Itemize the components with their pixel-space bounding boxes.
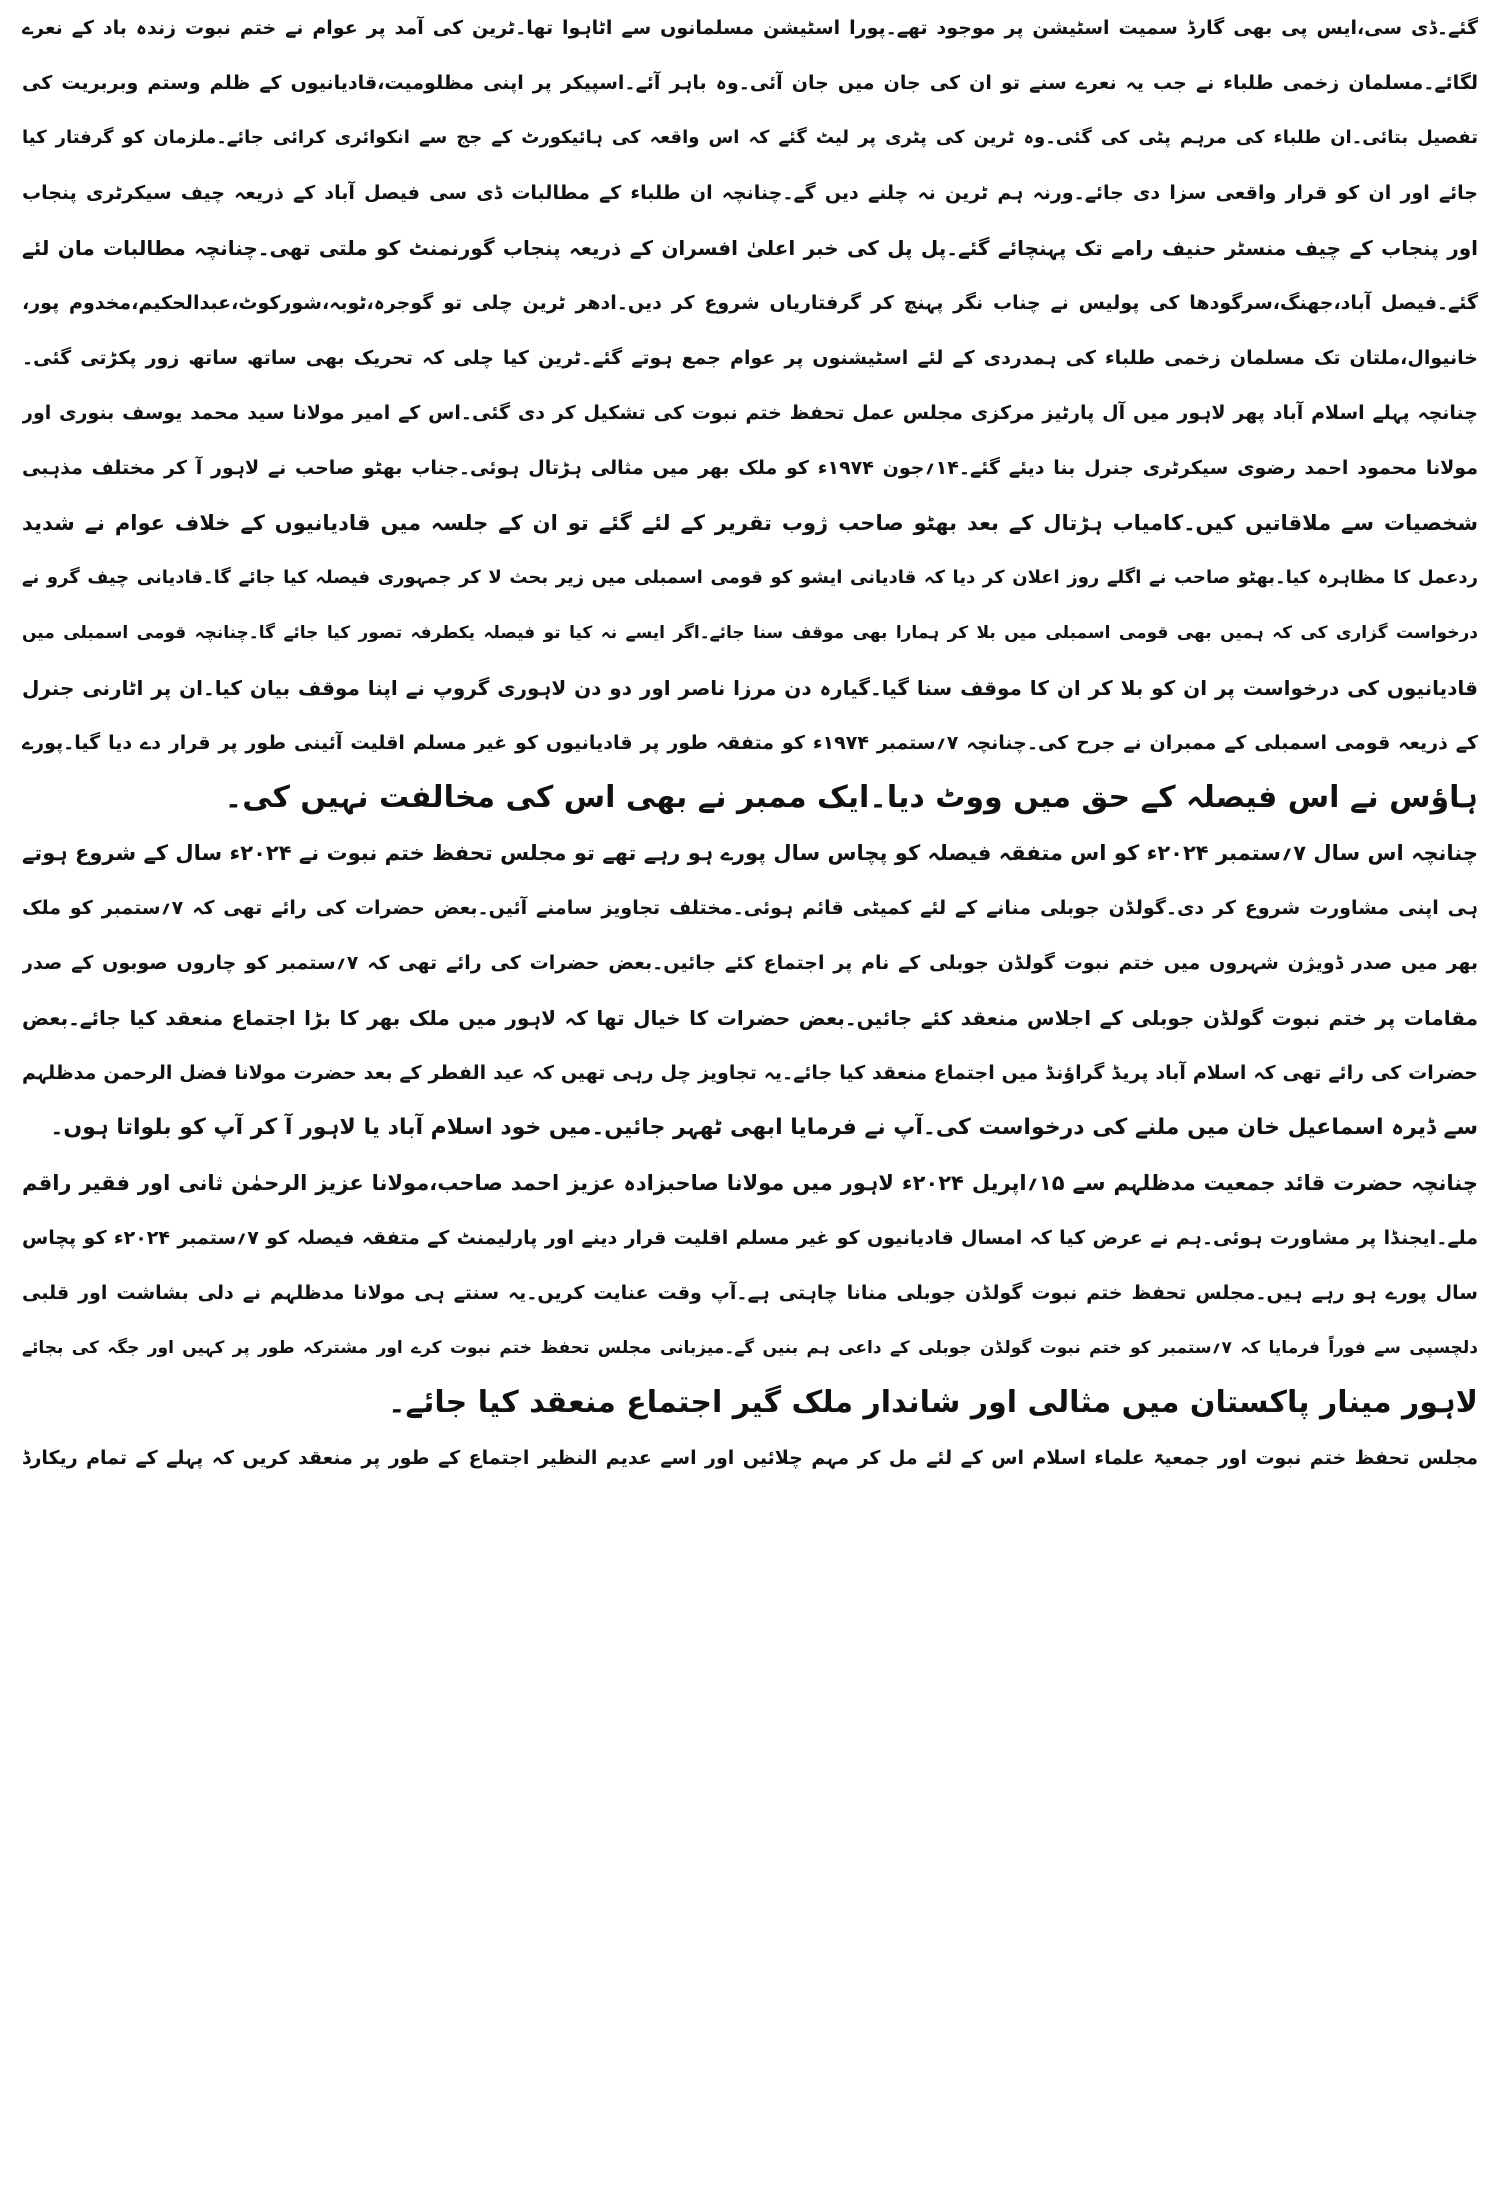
article-line: ردعمل کا مظاہرہ کیا۔بھٹو صاحب نے اگلے روز اعلان کر دیا کہ قادیانی ایشو کو قومی اسمبلی میں زیر بحث لا کر جمہوری فیصلہ کیا جائے گا۔قادیانی چیف گرو نے	[22, 567, 1478, 588]
article-line: درخواست گزاری کی کہ ہمیں بھی قومی اسمبلی میں بلا کر ہمارا بھی موقف سنا جائے۔اگر ایسے نہ کیا تو فیصلہ یکطرفہ تصور کیا جائے گا۔چنانچہ قومی اسمبلی میں	[22, 623, 1478, 643]
article-line: خانیوال،ملتان تک مسلمان زخمی طلباء کی ہمدردی کے لئے اسٹیشنوں پر عوام جمع ہوتے گئے۔ٹرین کیا چلی کہ تحریک بھی ساتھ ساتھ زور پکڑتی گئی۔	[22, 347, 1478, 369]
article-line: ہی اپنی مشاورت شروع کر دی۔گولڈن جوبلی منانے کے لئے کمیٹی قائم ہوئی۔مختلف تجاویز سامنے آئیں۔بعض حضرات کی رائے تھی کہ ۷؍ستمبر کو ملک	[22, 897, 1478, 919]
article-line: سے ڈیرہ اسماعیل خان میں ملنے کی درخواست کی۔آپ نے فرمایا ابھی ٹھہر جائیں۔میں خود اسلام آباد یا لاہور آ کر آپ کو بلواتا ہوں۔	[50, 1115, 1478, 1140]
article-line: شخصیات سے ملاقاتیں کیں۔کامیاب ہڑتال کے بعد بھٹو صاحب ژوب تقریر کے لئے گئے تو ان کے جلسہ میں قادیانیوں کے خلاف عوام نے شدید	[22, 511, 1478, 535]
article-line: مقامات پر ختم نبوت گولڈن جوبلی کے اجلاس منعقد کئے جائیں۔بعض حضرات کا خیال تھا کہ لاہور میں ملک بھر کا بڑا اجتماع منعقد کیا جائے۔بعض	[22, 1006, 1478, 1030]
article-line: ملے۔ایجنڈا پر مشاورت ہوئی۔ہم نے عرض کیا کہ امسال قادیانیوں کو غیر مسلم اقلیت قرار دینے اور پارلیمنٹ کے متفقہ فیصلہ کو ۷؍ستمبر ۲۰۲۴ء کو پچاس	[22, 1227, 1478, 1249]
article-line: کے ذریعہ قومی اسمبلی کے ممبران نے جرح کی۔چنانچہ ۷؍ستمبر ۱۹۷۴ء کو متفقہ طور پر قادیانیوں کو غیر مسلم اقلیت آئینی طور پر قرار دے دیا گیا۔پورے	[22, 732, 1478, 754]
article-line: دلچسپی سے فوراً فرمایا کہ ۷؍ستمبر کو ختم نبوت گولڈن جوبلی کے داعی ہم بنیں گے۔میزبانی مجلس تحفظ ختم نبوت کرے اور مشترکہ طور پر کہیں اور جگہ کی بجائے	[22, 1338, 1478, 1358]
article-line: گئے۔ڈی سی،ایس پی بھی گارڈ سمیت اسٹیشن پر موجود تھے۔پورا اسٹیشن مسلمانوں سے اٹاہوا تھا۔ٹرین کی آمد پر عوام نے ختم نبوت زندہ باد کے نعرے	[22, 17, 1478, 39]
article-line: سال پورے ہو رہے ہیں۔مجلس تحفظ ختم نبوت گولڈن جوبلی منانا چاہتی ہے۔آپ وقت عنایت کریں۔یہ سنتے ہی مولانا مدظلہم نے دلی بشاشت اور قلبی	[22, 1282, 1478, 1304]
article-line: بھر میں صدر ڈویژن شہروں میں ختم نبوت گولڈن جوبلی کے نام پر اجتماع کئے جائیں۔بعض حضرات کی رائے تھی کہ ۷؍ستمبر کو چاروں صوبوں کے صدر	[22, 952, 1478, 974]
article-line: مجلس تحفظ ختم نبوت اور جمعیۃ علماء اسلام اس کے لئے مل کر مہم چلائیں اور اسے عدیم النظیر اجتماع کے طور پر منعقد کریں کہ پہلے کے تمام ریکارڈ	[22, 1447, 1478, 1469]
article-line: تفصیل بتائی۔ان طلباء کی مرہم پٹی کی گئی۔وہ ٹرین کی پٹری پر لیٹ گئے کہ اس واقعہ کی ہائیکورٹ کے جج سے انکوائری کرائی جائے۔ملزمان کو گرفتار کیا	[22, 127, 1478, 148]
article-line: ہاؤس نے اس فیصلہ کے حق میں ووٹ دیا۔ایک ممبر نے بھی اس کی مخالفت نہیں کی۔	[224, 780, 1478, 815]
article-line: چنانچہ پہلے اسلام آباد پھر لاہور میں آل پارٹیز مرکزی مجلس عمل تحفظ ختم نبوت کی تشکیل کر دی گئی۔اس کے امیر مولانا سید محمد یوسف بنوری اور	[22, 402, 1478, 424]
article-line: جائے اور ان کو قرار واقعی سزا دی جائے۔ورنہ ہم ٹرین نہ چلنے دیں گے۔چنانچہ ان طلباء کے مطالبات ڈی سی فیصل آباد کے ذریعہ چیف سیکرٹری پنجاب	[22, 182, 1478, 204]
article-line: چنانچہ حضرت قائد جمعیت مدظلہم سے ۱۵؍اپریل ۲۰۲۴ء لاہور میں مولانا صاحبزادہ عزیز احمد صاحب،مولانا عزیز الرحمٰن ثانی اور فقیر راقم	[22, 1171, 1478, 1195]
article-line: قادیانیوں کی درخواست پر ان کو بلا کر ان کا موقف سنا گیا۔گیارہ دن مرزا ناصر اور دو دن لاہوری گروپ نے اپنا موقف بیان کیا۔ان پر اٹارنی جنرل	[22, 676, 1478, 700]
article-line: حضرات کی رائے تھی کہ اسلام آباد پریڈ گراؤنڈ میں اجتماع منعقد کیا جائے۔یہ تجاویز چل رہی تھیں کہ عید الفطر کے بعد حضرت مولانا فضل الرحمن مدظلہم	[22, 1062, 1478, 1084]
article-line: لگائے۔مسلمان زخمی طلباء نے جب یہ نعرے سنے تو ان کی جان میں جان آئی۔وہ باہر آئے۔اسپیکر پر اپنی مظلومیت،قادیانیوں کے ظلم وستم وبربریت کی	[22, 72, 1478, 94]
article-line: گئے۔فیصل آباد،جھنگ،سرگودھا کی پولیس نے چناب نگر پہنچ کر گرفتاریاں شروع کر دیں۔ادھر ٹرین چلی تو گوجرہ،ٹوبہ،شورکوٹ،عبدالحکیم،مخدوم پور،	[22, 292, 1478, 314]
article-line: لاہور مینار پاکستان میں مثالی اور شاندار ملک گیر اجتماع منعقد کیا جائے۔	[387, 1385, 1478, 1420]
article-line: چنانچہ اس سال ۷؍ستمبر ۲۰۲۴ء کو اس متفقہ فیصلہ کو پچاس سال پورے ہو رہے تھے تو مجلس تحفظ ختم نبوت نے ۲۰۲۴ء سال کے شروع ہوتے	[22, 841, 1478, 865]
article-page	[22, 0, 1478, 2200]
article-line: اور پنجاب کے چیف منسٹر حنیف رامے تک پہنچائے گئے۔پل پل کی خبر اعلیٰ افسران کے ذریعہ پنجاب گورنمنٹ کو ملتی تھی۔چنانچہ مطالبات مان لئے	[22, 236, 1478, 260]
article-line: مولانا محمود احمد رضوی سیکرٹری جنرل بنا دیئے گئے۔۱۴؍جون ۱۹۷۴ء کو ملک بھر میں مثالی ہڑتال ہوئی۔جناب بھٹو صاحب نے لاہور آ کر مختلف مذہبی	[22, 457, 1478, 479]
